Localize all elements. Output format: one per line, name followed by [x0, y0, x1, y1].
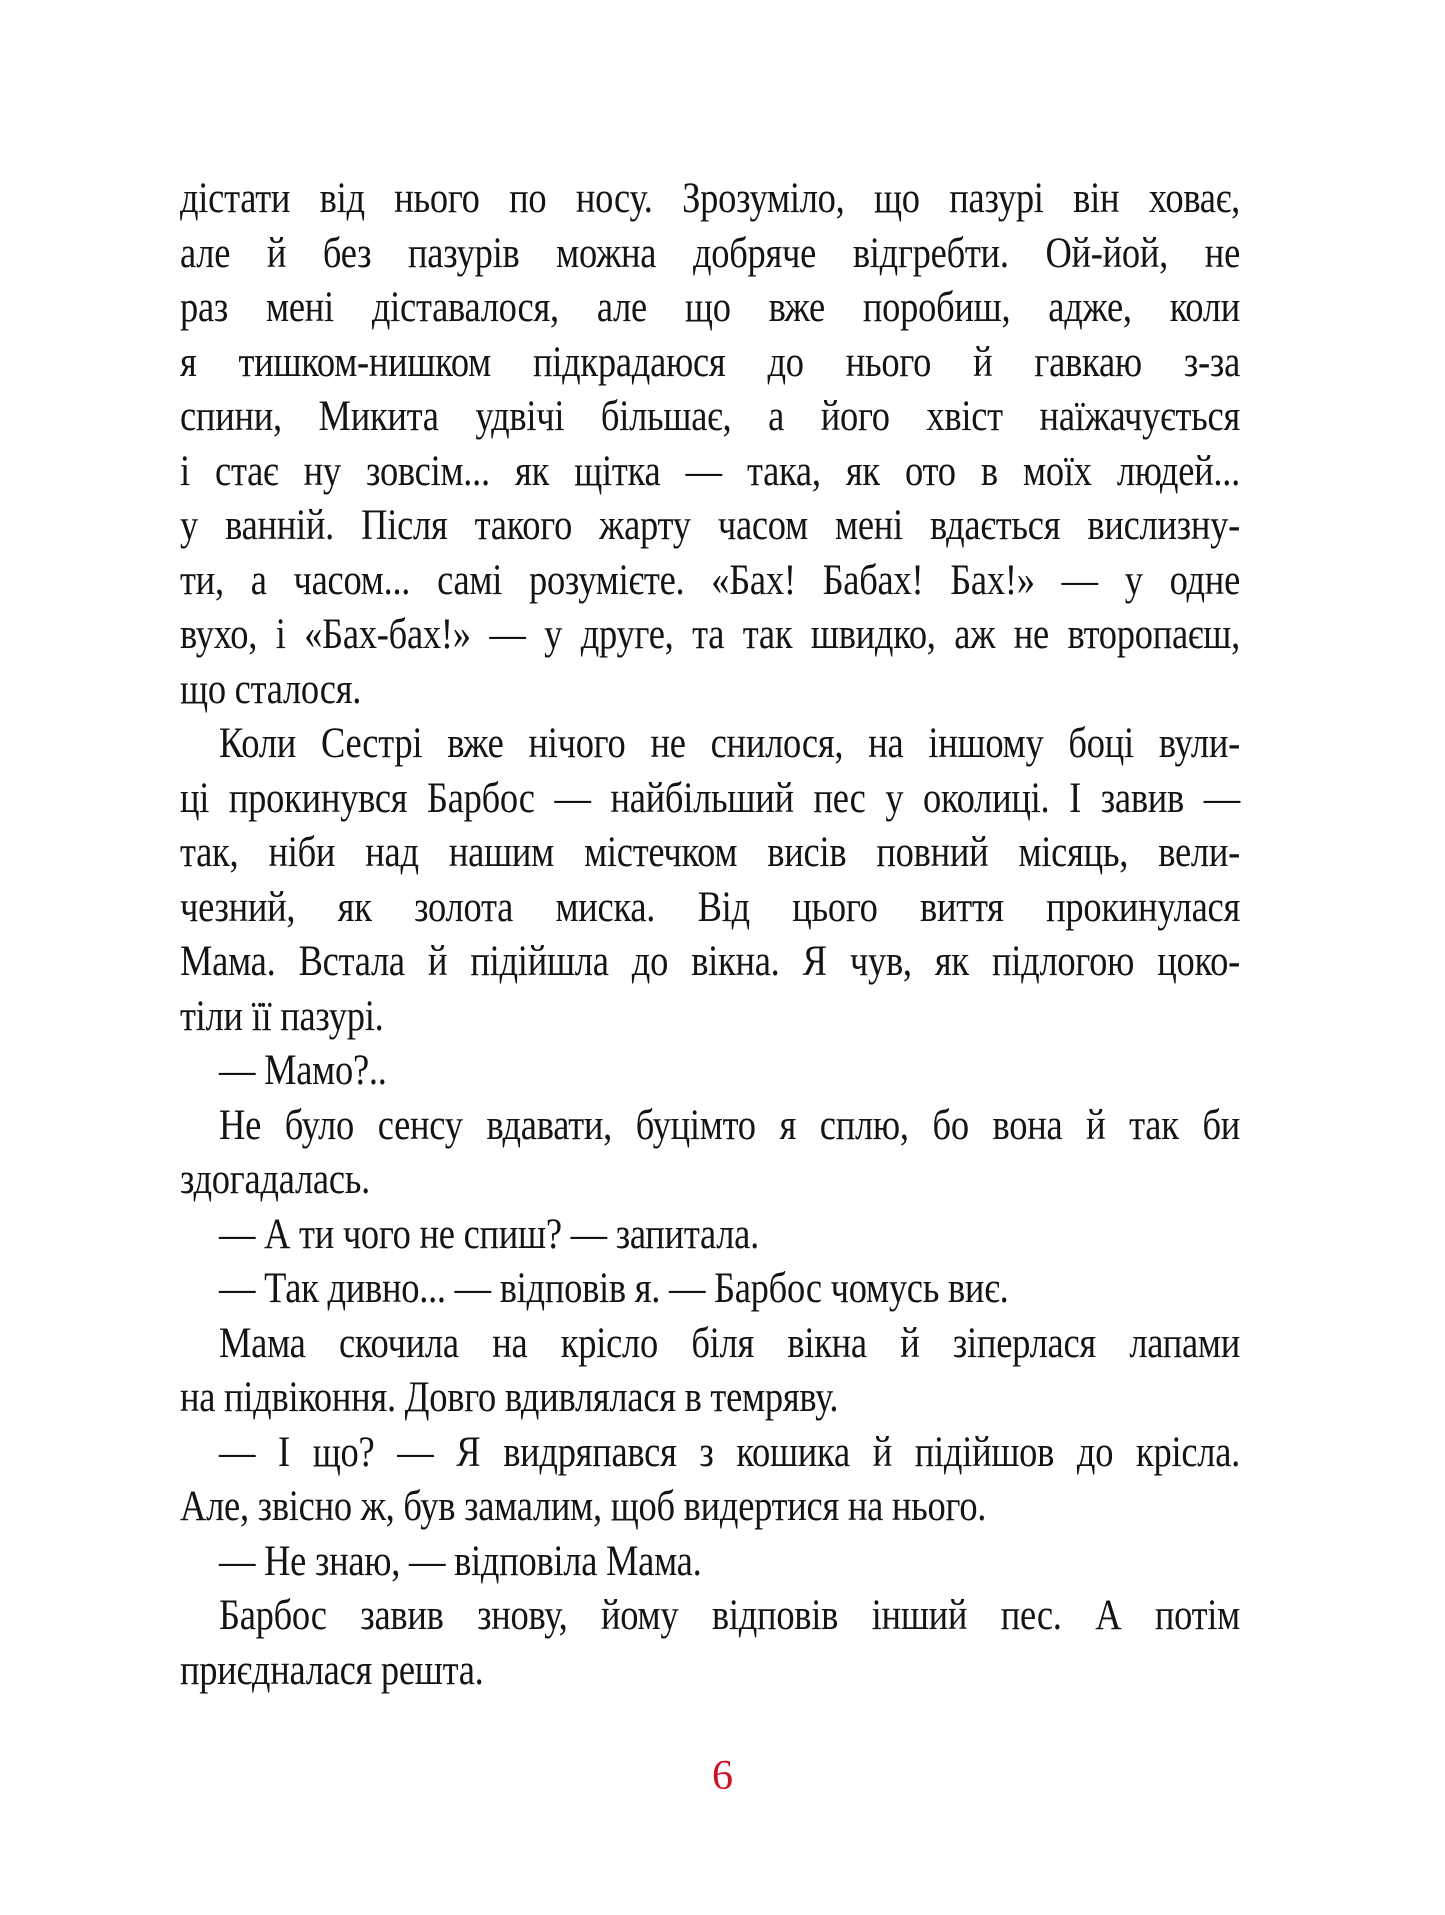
text-line: що сталося. [180, 665, 362, 713]
text-line: раз мені діставалося, але що вже поробиш, адже, коли [180, 284, 1240, 331]
text-line: Коли Сестрі вже нічого не снилося, на іншому боці вули- [219, 720, 1240, 767]
text-line: тіли її пазурі. [180, 992, 384, 1040]
text-line: Мама скочила на крісло біля вікна й зіперлася лапами [219, 1319, 1240, 1367]
text-line: і стає ну зовсім... як щітка — така, як ото в моїх людей... [180, 447, 1240, 495]
paragraph [180, 1535, 1240, 1590]
text-line: вухо, і «Бах-бах!» — у друге, та так швидко, аж не второпаєш, [180, 611, 1240, 658]
text-line: у ванній. Після такого жарту часом мені вдається вислизну- [180, 502, 1240, 549]
paragraph [180, 1262, 1240, 1317]
text-line: ці прокинувся Барбос — найбільший пес у околиці. І завив — [180, 774, 1240, 822]
text-line: Не було сенсу вдавати, буцімто я сплю, бо вона й так би [219, 1101, 1240, 1149]
text-line: але й без пазурів можна добряче відгребти. Ой-йой, не [180, 229, 1240, 277]
text-line: приєдналася решта. [180, 1646, 484, 1694]
text-line: на підвіконня. Довго вдивлялася в темряву. [180, 1374, 839, 1421]
text-line: чезний, як золота миска. Від цього виття прокинулася [180, 883, 1240, 931]
text-line: Але, звісно ж, був замалим, щоб видертися на нього. [180, 1483, 987, 1530]
text-line: — Так дивно... — відповів я. — Барбос чомусь виє. [219, 1265, 1009, 1312]
paragraph [180, 172, 1240, 717]
paragraph [180, 1589, 1240, 1698]
text-line: ти, а часом... самі розумієте. «Бах! Бабах! Бах!» — у одне [180, 556, 1240, 604]
paragraph [180, 1208, 1240, 1263]
text-line: — А ти чого не спиш? — запитала. [219, 1210, 759, 1258]
text-line: Мама. Встала й підійшла до вікна. Я чув, як підлогою цоко- [180, 938, 1240, 985]
paragraph [180, 1044, 1240, 1099]
text-line: я тишком-нишком підкрадаюся до нього й гавкаю з-за [180, 338, 1240, 386]
text-line: так, ніби над нашим містечком висів повний місяць, вели- [180, 829, 1240, 876]
text-block [180, 172, 1240, 1698]
text-line: спини, Микита удвічі більшає, а його хвіст наїжачується [180, 393, 1240, 440]
paragraph [180, 1426, 1240, 1535]
page-number: 6 [712, 1753, 733, 1799]
text-line: здогадалась. [180, 1156, 370, 1203]
paragraph [180, 1317, 1240, 1426]
paragraph [180, 717, 1240, 1044]
text-line: — І що? — Я видряпався з кошика й підійшов до крісла. [219, 1428, 1240, 1476]
text-line: Барбос завив знову, йому відповів інший пес. А потім [219, 1592, 1240, 1639]
text-line: — Мамо?.. [219, 1047, 387, 1094]
paragraph [180, 1099, 1240, 1208]
text-line: дістати від нього по носу. Зрозуміло, що пазурі він ховає, [180, 175, 1240, 222]
text-line: — Не знаю, — відповіла Мама. [219, 1537, 702, 1585]
